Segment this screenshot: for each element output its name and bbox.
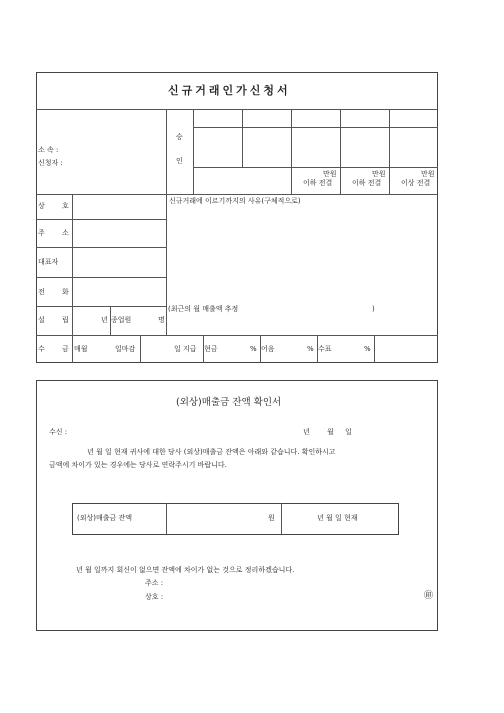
body-line-1: 년 월 일 현재 귀사에 대한 당사 (외상)매출금 잔액은 아래와 같습니다. 확인하시고 [87, 448, 336, 456]
approval-col-1 [242, 109, 243, 167]
check-label: 수표 [318, 345, 332, 353]
limit-2-top: 만원 [372, 170, 386, 178]
row-label-trade-name-2: 호 [62, 202, 69, 210]
recipient-label: 수신 : [49, 428, 68, 436]
row-label-phone-1: 전 [38, 288, 45, 296]
affiliation-label: 소 속 : [38, 146, 59, 154]
as-of-date: 년 월 일 현재 [317, 514, 358, 522]
collection-label-2: 금 [62, 345, 69, 353]
title-divider [36, 109, 438, 110]
row-label-trade-name-1: 상 [38, 202, 59, 210]
row-line-3 [36, 277, 166, 278]
row-label-established-2: 립 [62, 316, 69, 324]
closing-day-label: 일마감 [115, 345, 136, 353]
limit-1-bottom: 이하 전결 [303, 179, 333, 187]
date-day: 일 [345, 428, 352, 436]
employees-label: 종업원 [111, 316, 132, 324]
row-label-address-2: 소 [62, 229, 69, 237]
approval-col-3 [340, 109, 341, 194]
collection-col-2 [140, 335, 141, 363]
body-line-2: 금액에 차이가 있는 경우에는 당사로 연락주시기 바랍니다. [49, 461, 227, 469]
approval-row-1 [193, 127, 438, 128]
applicant-label: 신청자 : [38, 159, 63, 167]
bill-label: 어음 [261, 345, 275, 353]
new-trade-application-form [36, 72, 438, 363]
check-pct: % [364, 345, 371, 353]
row-label-established-1: 설 [38, 316, 45, 324]
address-label: 주소 : [145, 579, 164, 587]
persons-label: 명 [158, 316, 165, 324]
form2-title: (외상)매출금 잔액 확인서 [176, 397, 282, 408]
approval-col-4 [389, 109, 390, 194]
limit-3-top: 만원 [421, 170, 435, 178]
row-label-address-1: 주 [38, 229, 45, 237]
balance-label: (외상)매출금 잔액 [77, 514, 133, 522]
reason-label: 신규거래에 이르기까지의 사유(구체적으로) [169, 197, 301, 205]
approval-label-2: 인 [176, 157, 183, 165]
collection-col-6 [374, 335, 375, 363]
approval-row-2 [193, 167, 438, 168]
seal-mark: ㊞ [424, 591, 434, 601]
monthly-sales-label: (최근의 월 매출액 추정 [168, 305, 239, 313]
row-line-2 [36, 247, 166, 248]
info-label-divider [72, 194, 73, 335]
monthly-label: 매월 [74, 345, 88, 353]
row-line-1 [36, 219, 166, 220]
limit-1-top: 만원 [323, 170, 337, 178]
info-divider [36, 194, 438, 195]
bill-pct: % [307, 345, 314, 353]
approval-col-2 [291, 109, 292, 194]
balance-col-1 [166, 503, 167, 535]
row-line-4 [36, 306, 166, 307]
company-label: 상호 : [145, 593, 164, 601]
approval-label-divider [193, 109, 194, 194]
balance-col-2 [281, 503, 282, 535]
won-label: 원 [268, 514, 275, 522]
payment-day-label: 일 지급 [174, 345, 197, 353]
collection-divider [36, 335, 438, 336]
collection-col-1 [72, 335, 73, 363]
approval-label-1: 승 [176, 133, 183, 141]
cash-label: 현금 [204, 345, 218, 353]
collection-label-1: 수 [38, 345, 59, 353]
row-label-representative: 대표자 [38, 258, 59, 266]
date-month: 월 [327, 428, 334, 436]
row-label-phone-2: 화 [62, 288, 69, 296]
form1-title: 신규거래인가신청서 [168, 84, 291, 97]
cash-pct: % [250, 345, 257, 353]
limit-2-bottom: 이하 전결 [352, 179, 382, 187]
info-value-right [166, 194, 167, 335]
approval-left-border [166, 109, 167, 194]
limit-3-bottom: 이상 전결 [401, 179, 431, 187]
footer-line: 년 월 일까지 회신이 없으면 잔액에 차이가 없는 것으로 정리하겠습니다. [76, 566, 295, 574]
date-year: 년 [303, 428, 310, 436]
monthly-sales-close: ) [372, 305, 375, 313]
year-label: 년 [101, 316, 108, 324]
